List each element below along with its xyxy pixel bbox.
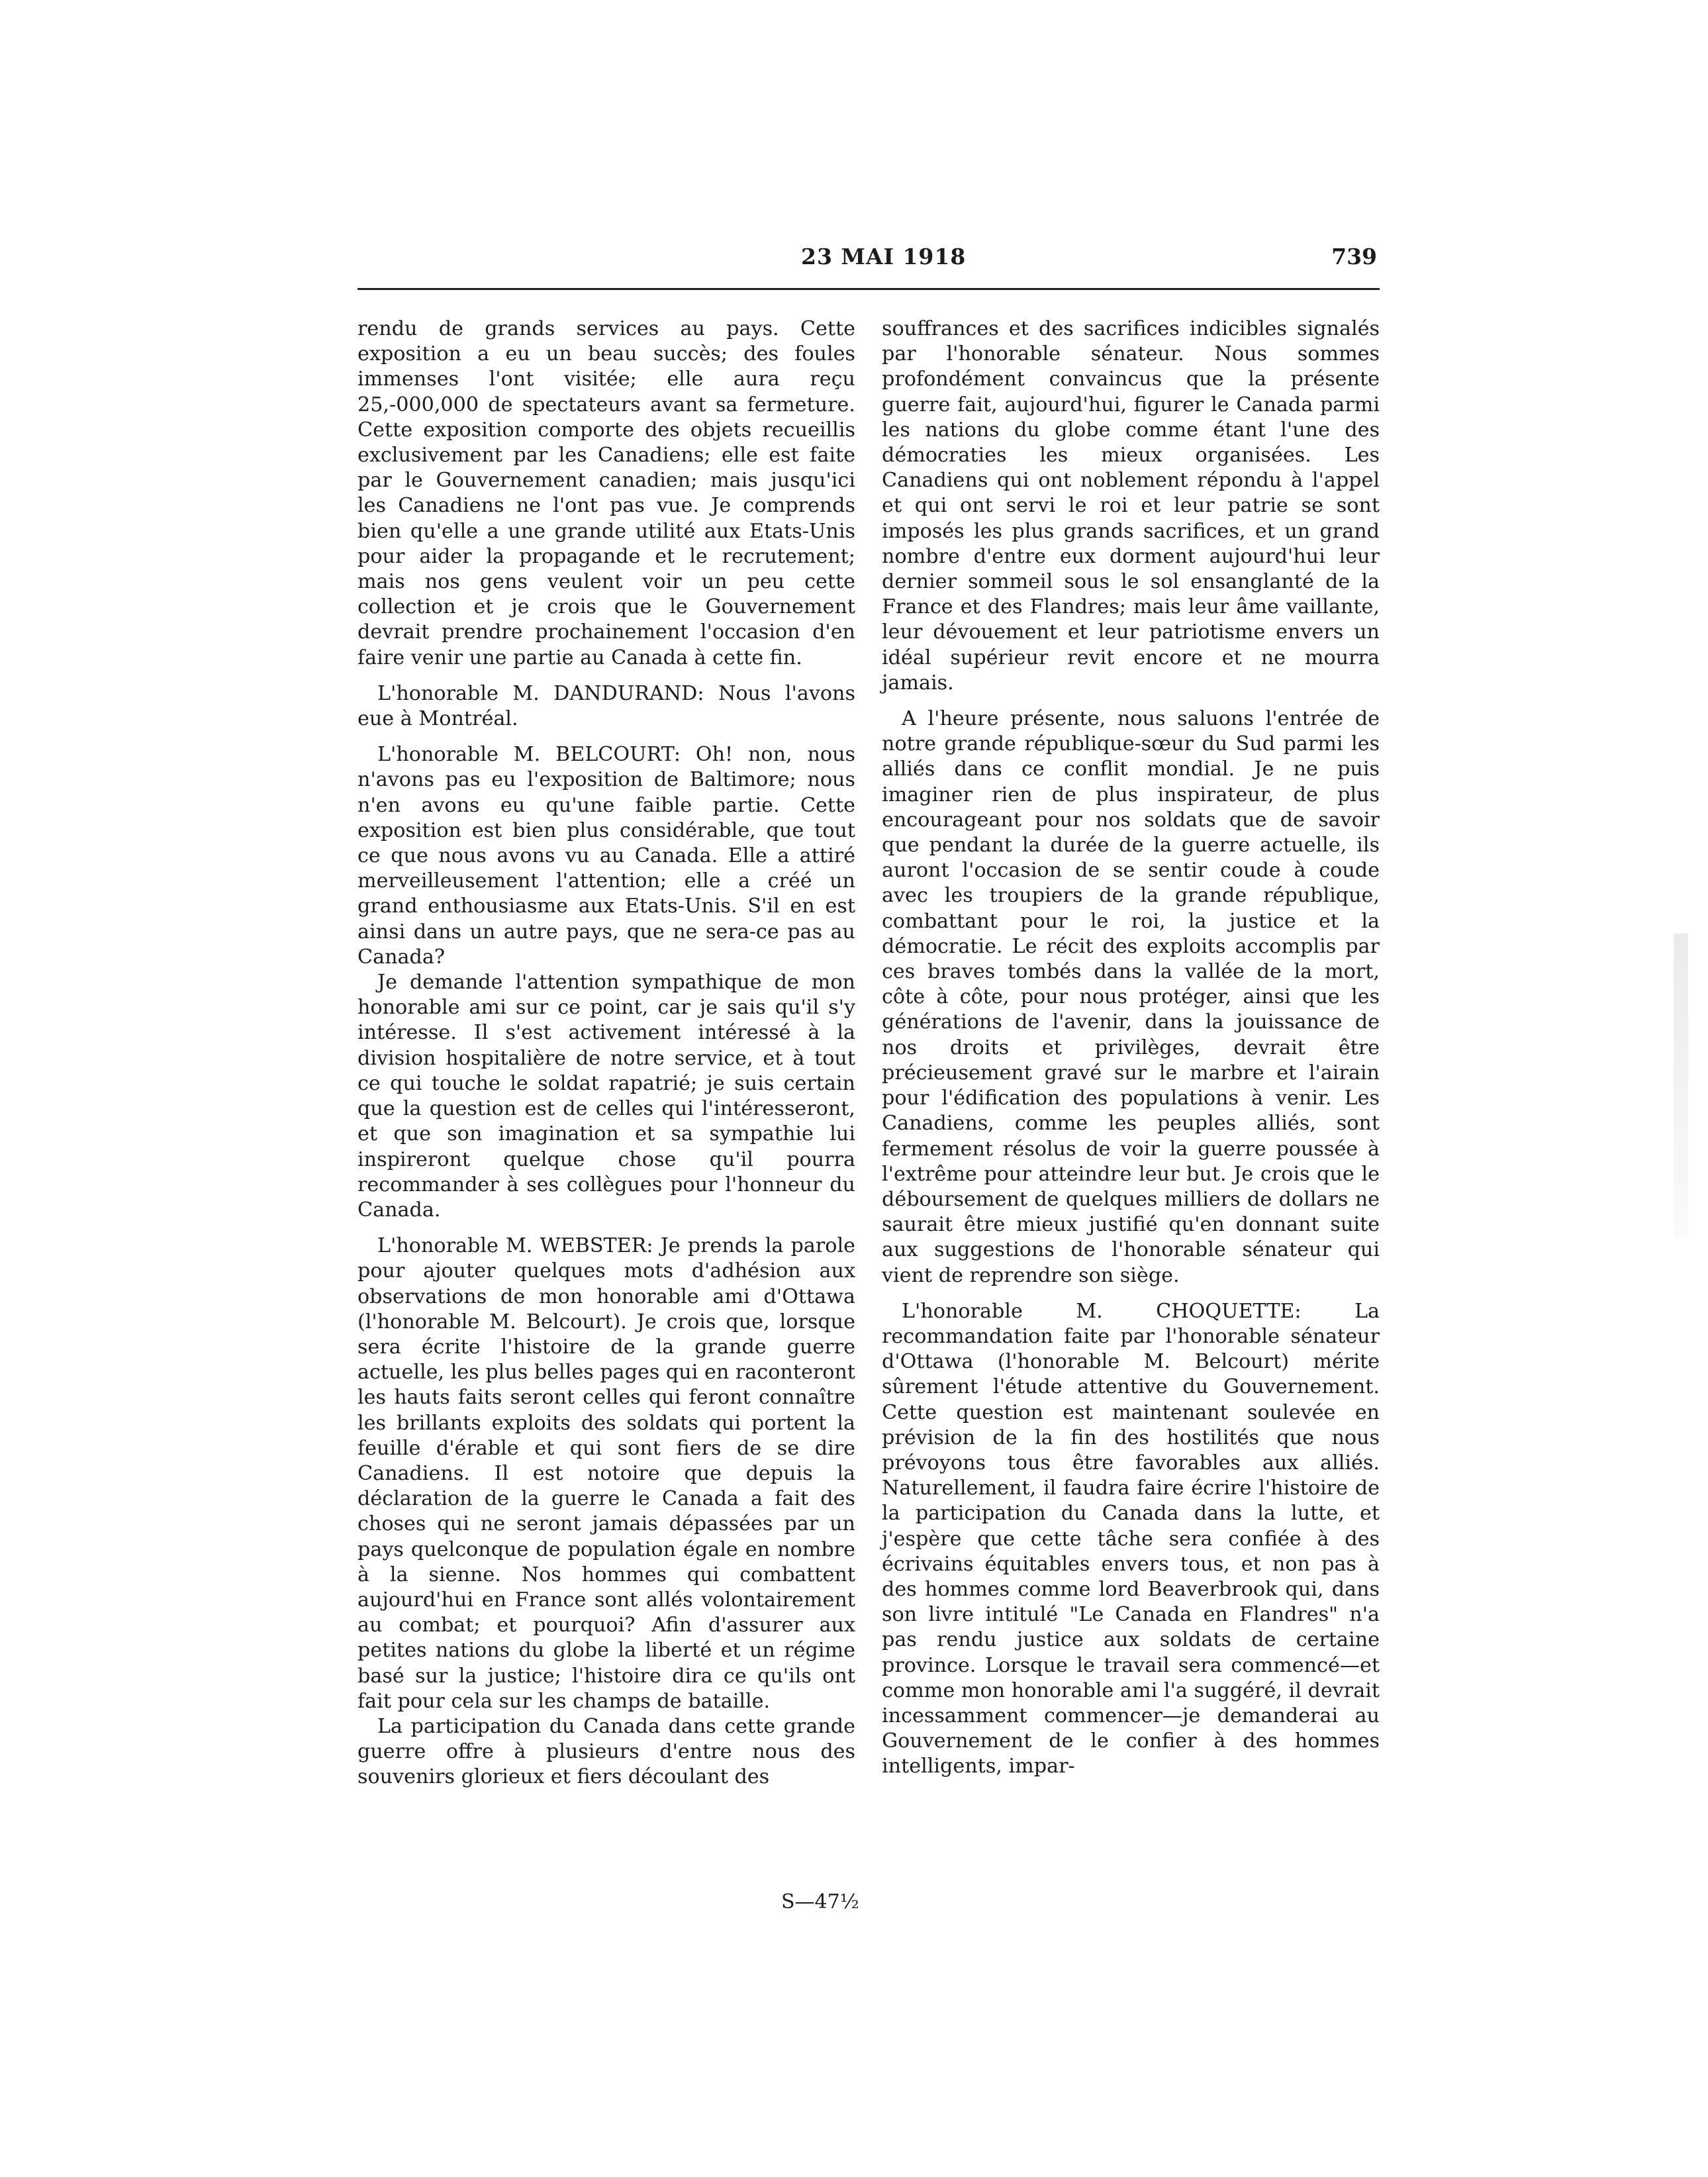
page-number: 739 [1331,244,1377,269]
left-column [357,316,855,1790]
right-paragraph-1: souffrances et des sacrifices indicibles signalés par l'honorable sénateur. Nous sommes profondément convaincus que la présente guerre fait, aujourd'hui, figurer le Canada parmi les nations du globe comme étant l'une des démocraties les mieux organisées. Les Canadiens qui ont noblement répondu à l'appel et qui ont servi le roi et leur patrie se sont imposés les plus grands sacrifices, et un grand nombre d'entre eux dorment aujourd'hui leur dernier sommeil sous le sol ensanglanté de la France et des Flandres; mais leur âme vaillante, leur dévouement et leur patriotisme envers un idéal supérieur revit encore et ne mourra jamais. [882,317,1380,695]
left-paragraph-3: L'honorable M. BELCOURT: Oh! non, nous n'avons pas eu l'exposition de Baltimore; nous n'en avons eu qu'une faible partie. Cette exposition est bien plus considérable, que tout ce que nous avons vu au Canada. Elle a attiré merveilleusement l'attention; elle a créé un grand enthousiasme aux Etats-Unis. S'il en est ainsi dans un autre pays, que ne sera-ce pas au Canada? [357,743,855,969]
right-column [882,316,1380,1780]
right-paragraph-3: L'honorable M. CHOQUETTE: La recommandation faite par l'honorable sénateur d'Ottawa (l'honorable M. Belcourt) mérite sûrement l'étude attentive du Gouvernement. Cette question est maintenant soulevée en prévision de la fin des hostilités que nous prévoyons tous être favorables aux alliés. Naturellement, il faudra faire écrire l'histoire de la participation du Canada dans la lutte, et j'espère que cette tâche sera confiée à des écrivains équitables envers tous, et non pas à des hommes comme lord Beaverbrook qui, dans son livre intitulé "Le Canada en Flandres" n'a pas rendu justice aux soldats de certaine province. Lorsque le travail sera commencé—et comme mon honorable ami l'a suggéré, il devrait incessamment commencer—je demanderai au Gouvernement de le confier à des hommes intelligents, impar- [882,1299,1380,1778]
right-paragraph-2: A l'heure présente, nous saluons l'entrée de notre grande république-sœur du Sud parmi les alliés dans ce conflit mondial. Je ne puis imaginer rien de plus inspirateur, de plus encourageant pour nos soldats que de savoir que pendant la durée de la guerre actuelle, ils auront l'occasion de se sentir coude à coude avec les troupiers de la grande république, combattant pour le roi, la justice et la démocratie. Le récit des exploits accomplis par ces braves tombés dans la vallée de la mort, côte à côte, pour nous protéger, ainsi que les générations de l'avenir, dans la jouissance de nos droits et privilèges, devrait être précieusement gravé sur le marbre et l'airain pour l'édification des populations à venir. Les Canadiens, comme les peuples alliés, sont fermement résolus de voir la guerre poussée à l'extrême pour atteindre leur but. Je crois que le déboursement de quelques milliers de dollars ne saurait être mieux justifié qu'en donnant suite aux suggestions de l'honorable sénateur qui vient de reprendre son siège. [882,707,1380,1287]
left-paragraph-6: La participation du Canada dans cette grande guerre offre à plusieurs d'entre nous des souvenirs glorieux et fiers découlant des [357,1714,855,1789]
header-date: 23 MAI 1918 [801,244,967,269]
left-paragraph-2: L'honorable M. DANDURAND: Nous l'avons eue à Montréal. [357,681,855,731]
header-rule [357,288,1380,290]
left-paragraph-5: L'honorable M. WEBSTER: Je prends la parole pour ajouter quelques mots d'adhésion aux observations de mon honorable ami d'Ottawa (l'honorable M. Belcourt). Je crois que, lorsque sera écrite l'histoire de la grande guerre actuelle, les plus belles pages qui en raconteront les hauts faits seront celles qui feront connaître les brillants exploits des soldats qui portent la feuille d'érable et qui sont fiers de se dire Canadiens. Il est notoire que depuis la déclaration de la guerre le Canada a fait des choses qui ne seront jamais dépassées par un pays quelconque de population égale en nombre à la sienne. Nos hommes qui combattent aujourd'hui en France sont allés volontairement au combat; et pourquoi? Afin d'assurer aux petites nations du globe la liberté et un régime basé sur la justice; l'histoire dira ce qu'ils ont fait pour cela sur les champs de bataille. [357,1234,855,1713]
signature-mark: S—47½ [781,1890,859,1913]
page-header [357,238,1377,278]
scan-edge-shadow [1674,934,1688,1238]
left-paragraph-4: Je demande l'attention sympathique de mon honorable ami sur ce point, car je sais qu'il s'y intéresse. Il s'est activement intéressé à la division hospitalière de notre service, et à tout ce qui touche le soldat rapatrié; je suis certain que la question est de celles qui l'intéresseront, et que son imagination et sa sympathie lui inspireront quelque chose qu'il pourra recommander à ses collègues pour l'honneur du Canada. [357,971,855,1222]
left-paragraph-1: rendu de grands services au pays. Cette exposition a eu un beau succès; des foules immenses l'ont visitée; elle aura reçu 25,-000,000 de spectateurs avant sa fermeture. Cette exposition comporte des objets recueillis exclusivement par les Canadiens; elle est faite par le Gouvernement canadien; mais jusqu'ici les Canadiens ne l'ont pas vue. Je comprends bien qu'elle a une grande utilité aux Etats-Unis pour aider la propagande et le recrutement; mais nos gens veulent voir un peu cette collection et je crois que le Gouvernement devrait prendre prochainement l'occasion d'en faire venir une partie au Canada à cette fin. [357,317,855,669]
